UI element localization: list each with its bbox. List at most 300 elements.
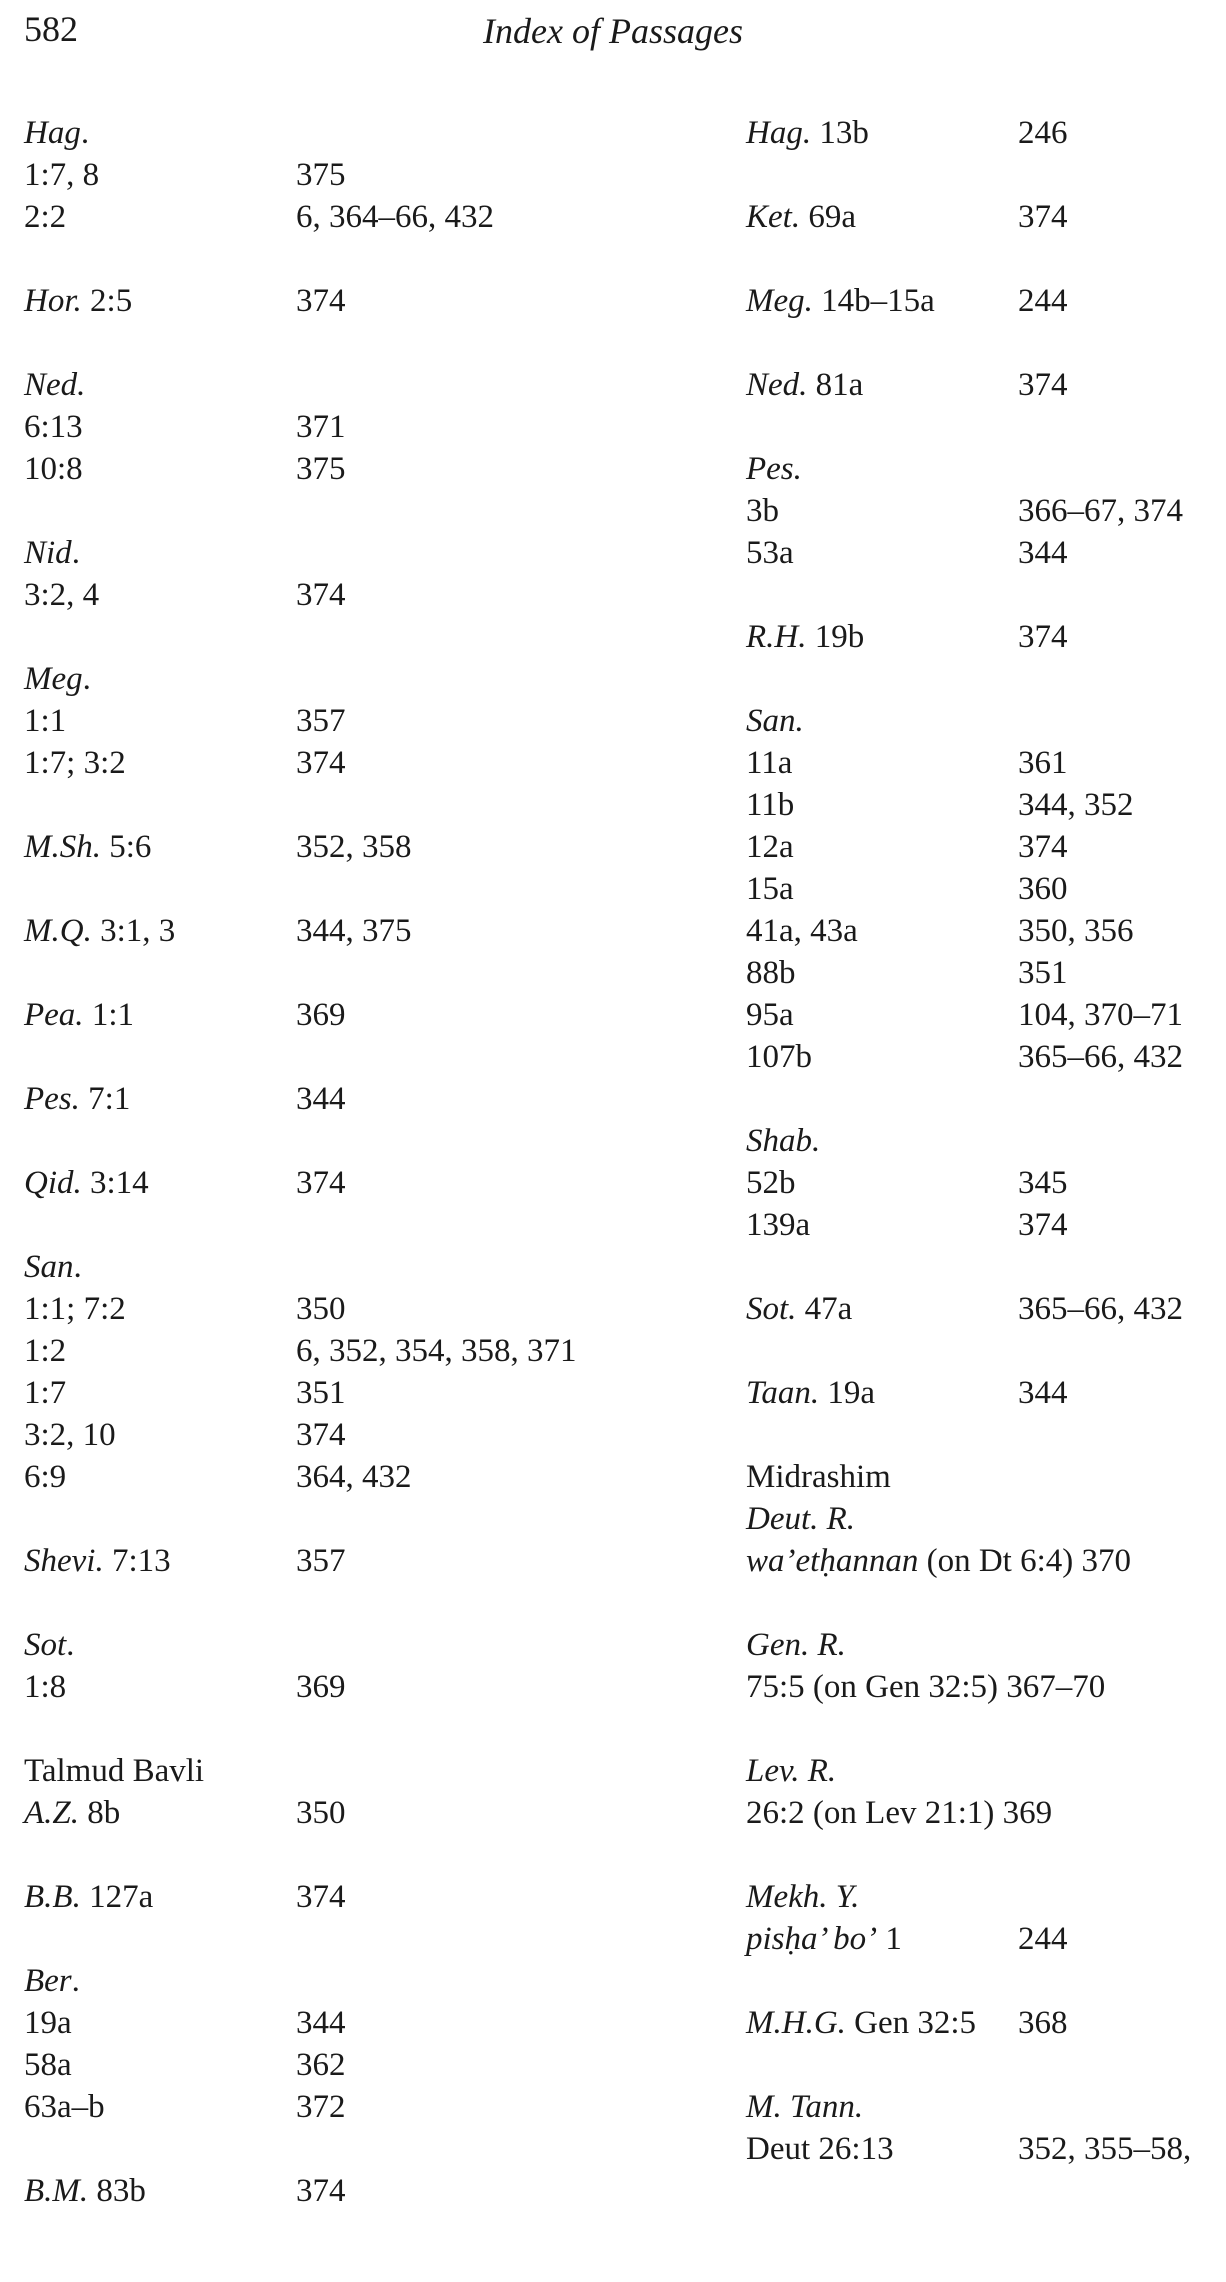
index-entry <box>746 1540 1216 1582</box>
index-entry <box>24 280 714 322</box>
page-numbers: 6, 364–66, 432 <box>296 199 494 235</box>
work-heading <box>24 1624 714 1666</box>
index-entry <box>24 1456 714 1498</box>
page-numbers: 364, 432 <box>296 1459 412 1495</box>
work-title <box>24 1246 82 1288</box>
passage-reference <box>24 1876 153 1918</box>
page-numbers: 366–67, 374 <box>1018 493 1183 529</box>
reference-text: 95a <box>746 997 794 1033</box>
spacer <box>24 1204 714 1246</box>
work-heading <box>746 1876 1216 1918</box>
work-heading <box>746 700 1216 742</box>
page-numbers: 371 <box>296 409 346 445</box>
work-heading <box>24 532 714 574</box>
work-abbreviation: R.H. <box>746 619 807 655</box>
index-entry <box>746 1288 1216 1330</box>
index-entry <box>24 2002 714 2044</box>
passage-reference <box>746 1918 902 1960</box>
index-entry <box>746 952 1216 994</box>
page-numbers: 374 <box>296 577 346 613</box>
index-entry <box>746 784 1216 826</box>
passage-reference <box>746 2128 894 2170</box>
work-title <box>746 1498 855 1540</box>
reference-text: Gen 32:5 <box>845 2005 977 2041</box>
spacer <box>746 574 1216 616</box>
reference-text: 1:1; 7:2 <box>24 1291 126 1327</box>
passage-reference <box>746 532 794 574</box>
work-heading <box>746 1498 1216 1540</box>
passage-reference <box>24 910 175 952</box>
passage-reference: Midrashim <box>746 1459 891 1495</box>
page-numbers: 374 <box>1018 199 1068 235</box>
passage-reference <box>24 1666 66 1708</box>
spacer <box>746 1414 1216 1456</box>
reference-text: 15a <box>746 871 794 907</box>
page-number: 582 <box>24 9 78 49</box>
index-entry <box>746 196 1216 238</box>
reference-text: 5:6 <box>101 829 152 865</box>
page-numbers: 344 <box>296 1081 346 1117</box>
passage-reference <box>24 1330 66 1372</box>
index-entry <box>24 1414 714 1456</box>
spacer <box>746 406 1216 448</box>
passage-reference <box>746 1204 810 1246</box>
reference-text: 52b <box>746 1165 796 1201</box>
reference-text: 127a <box>80 1879 154 1915</box>
page-numbers: 244 <box>1018 1921 1068 1957</box>
passage-reference <box>746 742 792 784</box>
work-heading <box>24 1246 714 1288</box>
spacer <box>746 322 1216 364</box>
spacer <box>746 1330 1216 1372</box>
work-abbreviation: Meg <box>24 661 83 697</box>
reference-text: 13b <box>811 115 869 151</box>
work-title <box>24 532 80 574</box>
index-entry <box>24 1078 714 1120</box>
work-abbreviation: Ber <box>24 1963 72 1999</box>
reference-text: 12a <box>746 829 794 865</box>
reference-text: 1:1 <box>24 703 67 739</box>
page-numbers: 372 <box>296 2089 346 2125</box>
index-entry <box>24 2086 714 2128</box>
section-heading <box>746 1456 1216 1498</box>
spacer <box>24 784 714 826</box>
spacer <box>746 1582 1216 1624</box>
index-entry <box>24 1540 714 1582</box>
page-numbers: 360 <box>1018 871 1068 907</box>
page-numbers: 246 <box>1018 115 1068 151</box>
index-entry <box>24 2170 714 2212</box>
reference-text: 19a <box>819 1375 875 1411</box>
passage-reference <box>24 742 126 784</box>
passage-reference <box>746 910 858 952</box>
spacer <box>746 1834 1216 1876</box>
passage-reference <box>746 616 864 658</box>
spacer <box>24 490 714 532</box>
index-entry <box>746 364 1216 406</box>
work-heading <box>746 1120 1216 1162</box>
page-numbers: 104, 370–71 <box>1018 997 1183 1033</box>
passage-reference <box>24 574 99 616</box>
passage-reference <box>24 280 132 322</box>
reference-text: 58a <box>24 2047 72 2083</box>
passage-reference <box>746 1669 998 1705</box>
passage-reference <box>746 868 794 910</box>
reference-text: 1:2 <box>24 1333 67 1369</box>
abbreviation-period: . <box>71 535 80 571</box>
reference-text: 1 <box>877 1921 902 1957</box>
page-numbers: 244 <box>1018 283 1068 319</box>
spacer <box>24 1036 714 1078</box>
page-numbers: 344, 352 <box>1018 787 1134 823</box>
reference-text: 3b <box>746 493 779 529</box>
reference-text: 53a <box>746 535 794 571</box>
reference-text: 19b <box>806 619 865 655</box>
passage-reference <box>24 826 151 868</box>
running-title: Index of Passages <box>483 11 743 51</box>
work-abbreviation: Hag <box>24 115 81 151</box>
reference-text: 81a <box>807 367 864 403</box>
reference-text: 139a <box>746 1207 811 1243</box>
reference-text: Deut 26:13 <box>746 2131 894 2167</box>
reference-text: 6:9 <box>24 1459 67 1495</box>
passage-reference <box>24 1792 120 1834</box>
work-abbreviation: San <box>24 1249 74 1285</box>
index-entry <box>746 1204 1216 1246</box>
work-title <box>746 2086 863 2128</box>
abbreviation-period: . <box>73 1249 82 1285</box>
page-numbers: 374 <box>296 283 346 319</box>
work-abbreviation: Pea. <box>24 997 84 1033</box>
work-title <box>24 658 91 700</box>
index-entry <box>24 1162 714 1204</box>
reference-text: 2:2 <box>24 199 67 235</box>
abbreviation-period: . <box>71 1963 80 1999</box>
page-numbers: 374 <box>1018 619 1068 655</box>
abbreviation-period: . <box>82 661 91 697</box>
spacer <box>746 238 1216 280</box>
passage-reference <box>746 1372 875 1414</box>
page-numbers: 374 <box>296 2173 346 2209</box>
index-entry <box>746 1036 1216 1078</box>
reference-text: 6:13 <box>24 409 83 445</box>
page-numbers: 344 <box>296 2005 346 2041</box>
passage-reference <box>746 2002 976 2044</box>
index-entry <box>746 280 1216 322</box>
work-abbreviation: Mekh. Y. <box>746 1879 860 1915</box>
work-title <box>24 112 89 154</box>
work-heading <box>24 112 714 154</box>
index-entry <box>24 1666 714 1708</box>
passage-reference <box>24 994 134 1036</box>
reference-text: 7:13 <box>103 1543 171 1579</box>
reference-text: (on Dt 6:4) <box>918 1543 1074 1579</box>
passage-reference <box>746 1795 994 1831</box>
work-abbreviation: Hor. <box>24 283 82 319</box>
work-abbreviation: Ned. <box>746 367 808 403</box>
reference-text: 7:1 <box>79 1081 131 1117</box>
reference-text: 88b <box>746 955 796 991</box>
work-title <box>746 1750 836 1792</box>
passage-reference <box>746 1543 1073 1579</box>
page-numbers: 351 <box>1018 955 1068 991</box>
page-numbers: 350 <box>296 1291 346 1327</box>
work-abbreviation: pisḥa’ bo’ <box>746 1921 878 1957</box>
index-entry <box>746 910 1216 952</box>
reference-text: 1:1 <box>83 997 134 1033</box>
reference-text: 63a–b <box>24 2089 105 2125</box>
work-title <box>746 448 802 490</box>
reference-text: 107b <box>746 1039 812 1075</box>
work-abbreviation: Nid <box>24 535 72 571</box>
index-entry <box>24 154 714 196</box>
passage-reference <box>24 1540 171 1582</box>
spacer <box>24 952 714 994</box>
passage-reference <box>746 1036 812 1078</box>
work-heading <box>24 658 714 700</box>
spacer <box>746 1708 1216 1750</box>
index-entry <box>24 448 714 490</box>
index-column-left <box>24 112 714 2212</box>
index-entry <box>24 574 714 616</box>
passage-reference <box>746 112 869 154</box>
index-entry <box>746 2002 1216 2044</box>
reference-text: 41a, 43a <box>746 913 858 949</box>
index-entry <box>746 826 1216 868</box>
index-entry <box>24 1876 714 1918</box>
index-entry <box>746 742 1216 784</box>
spacer <box>24 1120 714 1162</box>
passage-reference <box>24 700 66 742</box>
spacer <box>746 1078 1216 1120</box>
reference-text: 14b–15a <box>812 283 935 319</box>
page-numbers: 374 <box>1018 1207 1068 1243</box>
work-abbreviation: Hag. <box>746 115 812 151</box>
passage-reference <box>24 1078 130 1120</box>
index-entry <box>24 1288 714 1330</box>
index-entry <box>746 2128 1216 2170</box>
passage-reference <box>24 1288 126 1330</box>
passage-reference <box>24 2002 72 2044</box>
reference-text: 26:2 (on Lev 21:1) <box>746 1795 995 1831</box>
work-abbreviation: Pes. <box>746 451 802 487</box>
work-title <box>746 1876 859 1918</box>
index-entry <box>24 700 714 742</box>
index-entry <box>746 532 1216 574</box>
page-numbers: 362 <box>296 2047 346 2083</box>
passage-reference <box>24 1162 149 1204</box>
page-numbers: 375 <box>296 157 346 193</box>
reference-text: 1:7, 8 <box>24 157 100 193</box>
page-numbers: 369 <box>296 1669 346 1705</box>
reference-text: 75:5 (on Gen 32:5) <box>746 1669 999 1705</box>
passage-reference <box>24 1372 66 1414</box>
reference-text: 3:2, 4 <box>24 577 100 613</box>
index-column-right <box>746 112 1216 2170</box>
page-numbers: 344 <box>1018 535 1068 571</box>
work-abbreviation: Shab. <box>746 1123 821 1159</box>
reference-text: 11a <box>746 745 793 781</box>
spacer <box>24 1834 714 1876</box>
reference-text: 3:2, 10 <box>24 1417 116 1453</box>
work-abbreviation: Ket. <box>746 199 801 235</box>
passage-reference <box>24 2044 72 2086</box>
spacer <box>746 154 1216 196</box>
page-numbers: 357 <box>296 1543 346 1579</box>
work-heading <box>24 1960 714 2002</box>
index-entry <box>24 742 714 784</box>
index-entry <box>746 1372 1216 1414</box>
index-entry <box>746 490 1216 532</box>
work-abbreviation: Ned. <box>24 367 86 403</box>
work-abbreviation: M. Tann. <box>746 2089 864 2125</box>
page-numbers: 352, 355–58, <box>1018 2131 1192 2167</box>
passage-reference <box>746 952 796 994</box>
page-numbers: 374 <box>296 745 346 781</box>
work-abbreviation: wa’etḥannan <box>746 1543 919 1579</box>
work-heading <box>746 2086 1216 2128</box>
spacer <box>746 658 1216 700</box>
spacer <box>24 868 714 910</box>
page-numbers: 374 <box>296 1165 346 1201</box>
spacer <box>746 1960 1216 2002</box>
index-entry <box>24 2044 714 2086</box>
index-entry <box>24 994 714 1036</box>
work-title <box>24 364 85 406</box>
passage-reference <box>24 448 83 490</box>
passage-reference <box>746 490 779 532</box>
index-entry <box>24 1372 714 1414</box>
page-numbers: 352, 358 <box>296 829 412 865</box>
work-abbreviation: M.Q. <box>24 913 92 949</box>
passage-reference <box>746 994 794 1036</box>
reference-text: 8b <box>79 1795 121 1831</box>
page-numbers: 374 <box>1018 829 1068 865</box>
work-abbreviation: Lev. R. <box>746 1753 837 1789</box>
spacer <box>24 1918 714 1960</box>
page-numbers: 367–70 <box>1006 1669 1106 1705</box>
work-heading <box>746 1750 1216 1792</box>
work-abbreviation: M.Sh. <box>24 829 101 865</box>
passage-reference <box>24 2170 146 2212</box>
page-numbers: 368 <box>1018 2005 1068 2041</box>
passage-reference <box>746 364 863 406</box>
index-entry <box>746 616 1216 658</box>
page-numbers: 374 <box>1018 367 1068 403</box>
passage-reference <box>746 1162 796 1204</box>
index-entry <box>24 196 714 238</box>
passage-reference: Talmud Bavli <box>24 1753 205 1789</box>
page-numbers: 361 <box>1018 745 1068 781</box>
reference-text: 2:5 <box>81 283 133 319</box>
passage-reference <box>746 196 856 238</box>
reference-text: 11b <box>746 787 795 823</box>
reference-text: 1:8 <box>24 1669 67 1705</box>
page-numbers: 365–66, 432 <box>1018 1039 1183 1075</box>
page-numbers: 350, 356 <box>1018 913 1134 949</box>
index-entry <box>24 910 714 952</box>
spacer <box>24 2128 714 2170</box>
work-title <box>746 700 804 742</box>
passage-reference <box>24 196 66 238</box>
page-numbers: 369 <box>296 997 346 1033</box>
index-entry <box>746 112 1216 154</box>
reference-text: 1:7; 3:2 <box>24 745 126 781</box>
work-abbreviation: Sot <box>24 1627 67 1663</box>
page-numbers: 350 <box>296 1795 346 1831</box>
spacer <box>746 2044 1216 2086</box>
spacer <box>24 1708 714 1750</box>
work-title <box>24 1624 74 1666</box>
abbreviation-period: . <box>80 115 90 151</box>
index-entry <box>746 1666 1216 1708</box>
page-header <box>0 8 1226 58</box>
page-numbers: 6, 352, 354, 358, 371 <box>296 1333 577 1369</box>
page-numbers: 357 <box>296 703 346 739</box>
page-numbers: 374 <box>296 1417 346 1453</box>
spacer <box>746 1246 1216 1288</box>
work-title <box>746 1120 820 1162</box>
index-entry <box>24 1330 714 1372</box>
spacer <box>24 1582 714 1624</box>
passage-reference <box>24 1456 66 1498</box>
work-title <box>24 1960 80 2002</box>
reference-text: 10:8 <box>24 451 83 487</box>
spacer <box>24 1498 714 1540</box>
page-numbers: 370 <box>1081 1543 1131 1579</box>
work-abbreviation: Sot. <box>746 1291 797 1327</box>
section-heading <box>24 1750 714 1792</box>
passage-reference <box>24 1414 116 1456</box>
passage-reference <box>746 280 935 322</box>
page-numbers: 369 <box>1002 1795 1053 1831</box>
work-heading <box>24 364 714 406</box>
spacer <box>24 322 714 364</box>
spacer <box>24 616 714 658</box>
work-abbreviation: San. <box>746 703 804 739</box>
page-numbers: 375 <box>296 451 346 487</box>
reference-text: 47a <box>796 1291 853 1327</box>
work-abbreviation: B.M. <box>24 2173 89 2209</box>
reference-text: 19a <box>24 2005 72 2041</box>
index-entry <box>746 1162 1216 1204</box>
work-abbreviation: Gen. R. <box>746 1627 846 1663</box>
index-entry <box>24 826 714 868</box>
page-numbers: 374 <box>296 1879 346 1915</box>
passage-reference <box>24 2086 105 2128</box>
passage-reference <box>24 154 99 196</box>
work-title <box>746 1624 846 1666</box>
passage-reference <box>746 784 794 826</box>
reference-text: 1:7 <box>24 1375 67 1411</box>
index-entry <box>746 868 1216 910</box>
page-numbers: 365–66, 432 <box>1018 1291 1183 1327</box>
work-heading <box>746 1624 1216 1666</box>
index-entry <box>746 1792 1216 1834</box>
page-numbers: 345 <box>1018 1165 1068 1201</box>
index-entry <box>746 1918 1216 1960</box>
reference-text: 3:1, 3 <box>91 913 176 949</box>
spacer <box>24 238 714 280</box>
work-abbreviation: Qid. <box>24 1165 82 1201</box>
index-entry <box>24 406 714 448</box>
page-numbers: 344, 375 <box>296 913 412 949</box>
work-heading <box>746 448 1216 490</box>
work-abbreviation: B.B. <box>24 1879 81 1915</box>
reference-text: 69a <box>800 199 856 235</box>
page-numbers: 344 <box>1018 1375 1068 1411</box>
reference-text: 3:14 <box>81 1165 149 1201</box>
